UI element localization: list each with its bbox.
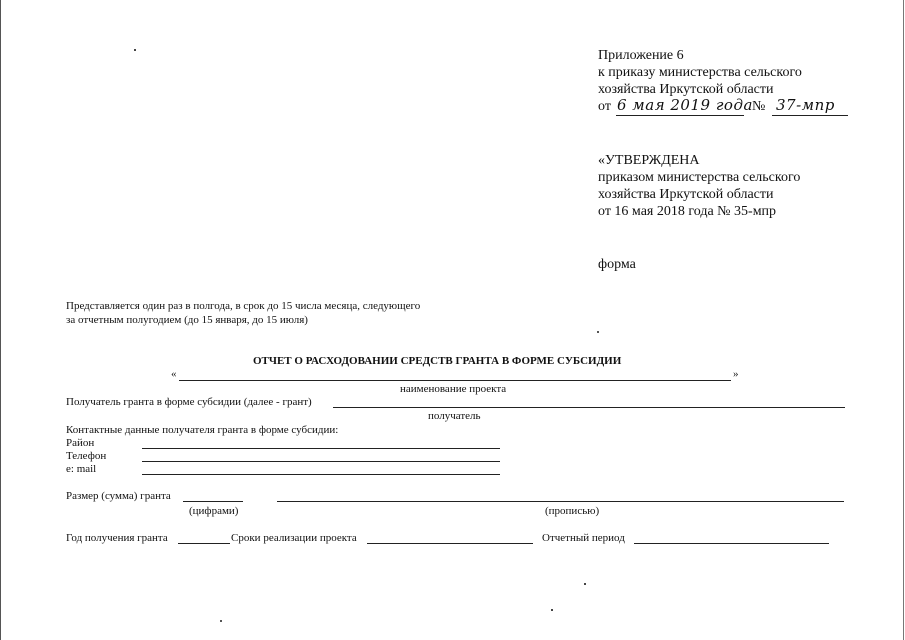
recipient-caption: получатель — [428, 410, 481, 422]
reporting-period-field[interactable] — [634, 543, 829, 544]
page-right-edge — [903, 0, 904, 640]
submission-note-line-1: Представляется один раз в полгода, в срок до 15 числа месяца, следующего — [66, 300, 421, 312]
phone-field[interactable] — [142, 461, 500, 462]
scan-speck — [551, 609, 553, 611]
grant-year-label: Год получения гранта — [66, 532, 168, 544]
appendix-line-1: Приложение 6 — [598, 48, 684, 63]
number-sign: № — [752, 99, 766, 114]
report-title: ОТЧЕТ О РАСХОДОВАНИИ СРЕДСТВ ГРАНТА В ФОРМЕ СУБСИДИИ — [253, 355, 622, 367]
project-name-field[interactable] — [179, 380, 731, 381]
approved-line-1: «УТВЕРЖДЕНА — [598, 153, 700, 168]
grant-amount-label: Размер (сумма) гранта — [66, 490, 171, 502]
date-underline — [616, 115, 744, 116]
appendix-line-3: хозяйства Иркутской области — [598, 82, 774, 97]
contacts-heading: Контактные данные получателя гранта в форме субсидии: — [66, 424, 339, 436]
digits-caption: (цифрами) — [189, 505, 239, 517]
page-left-edge — [0, 0, 1, 640]
number-underline — [772, 115, 848, 116]
email-label: e: mail — [66, 463, 97, 475]
grant-year-field[interactable] — [178, 543, 230, 544]
recipient-field[interactable] — [333, 407, 845, 408]
district-label: Район — [66, 437, 95, 449]
scan-speck — [584, 583, 586, 585]
project-terms-field[interactable] — [367, 543, 533, 544]
submission-note-line-2: за отчетным полугодием (до 15 января, до 15 июля) — [66, 314, 308, 326]
district-field[interactable] — [142, 448, 500, 449]
approved-line-3: хозяйства Иркутской области — [598, 187, 774, 202]
form-label: форма — [598, 257, 636, 272]
project-close-quote: » — [733, 368, 739, 380]
scan-speck — [597, 331, 599, 333]
approved-line-2: приказом министерства сельского — [598, 170, 801, 185]
words-caption: (прописью) — [545, 505, 600, 517]
project-terms-label: Сроки реализации проекта — [231, 532, 357, 544]
project-open-quote: « — [171, 368, 177, 380]
grant-amount-digits-field[interactable] — [183, 501, 243, 502]
project-caption: наименование проекта — [400, 383, 507, 395]
appendix-line-2: к приказу министерства сельского — [598, 65, 802, 80]
scan-speck — [220, 620, 222, 622]
reporting-period-label: Отчетный период — [542, 532, 625, 544]
scan-speck — [134, 49, 136, 51]
approved-line-4: от 16 мая 2018 года № 35-мпр — [598, 204, 777, 219]
recipient-label: Получатель гранта в форме субсидии (далее - грант) — [66, 396, 312, 408]
handwritten-number: 37-мпр — [776, 96, 835, 114]
phone-label: Телефон — [66, 450, 107, 462]
appendix-prefix: от — [598, 99, 611, 114]
handwritten-date: 6 мая 2019 года — [617, 96, 753, 114]
grant-amount-words-field[interactable] — [277, 501, 844, 502]
email-field[interactable] — [142, 474, 500, 475]
